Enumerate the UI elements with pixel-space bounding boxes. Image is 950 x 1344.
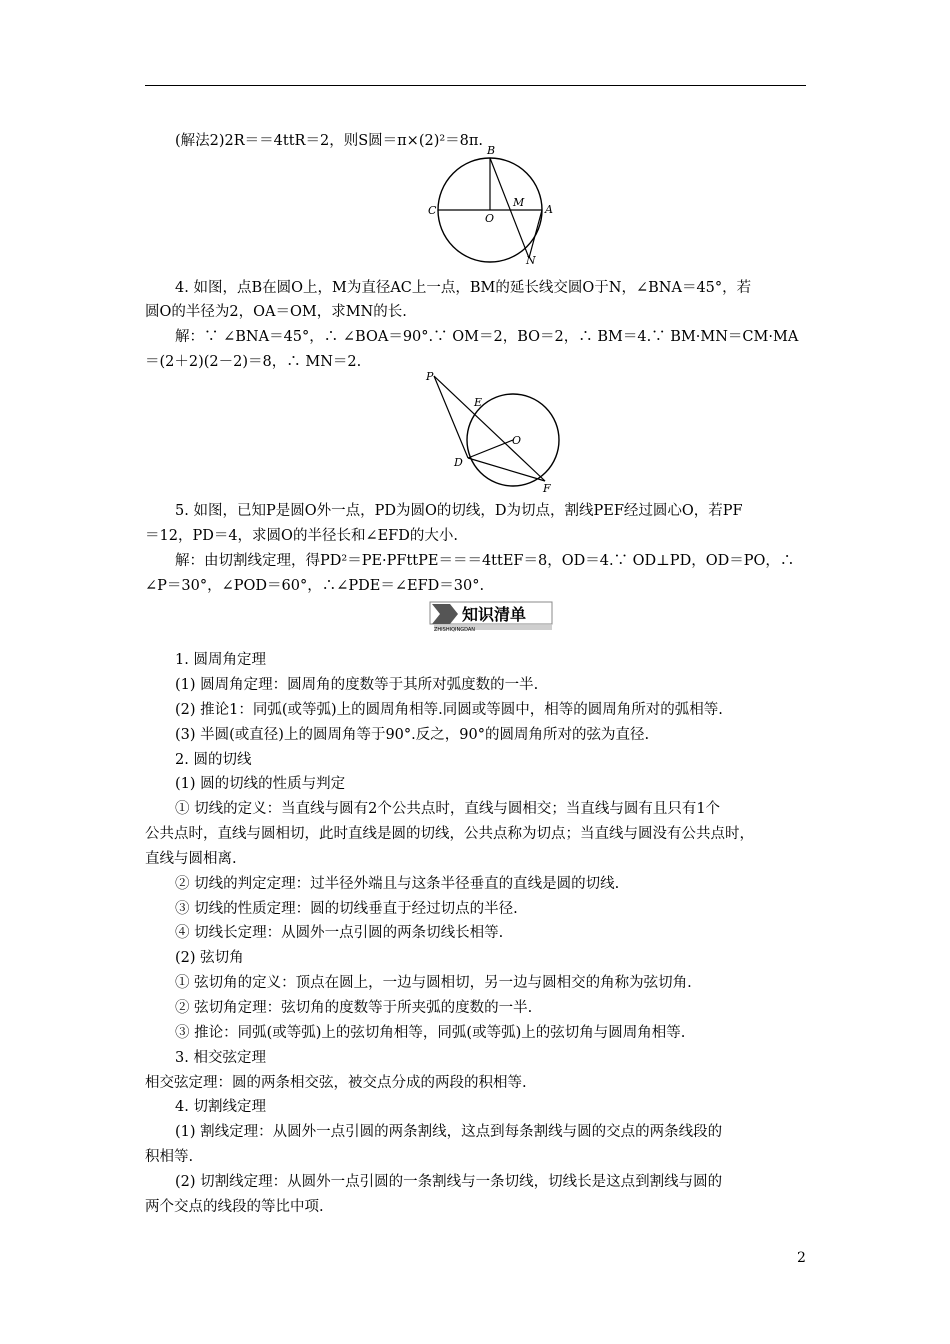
text-line: ② 切线的判定定理：过半径外端且与这条半径垂直的直线是圆的切线. [175,876,620,892]
label-p: P [426,370,434,383]
text-line: ③ 推论：同弧(或等弧)上的弦切角相等，同弧(或等弧)上的弦切角与圆周角相等. [175,1025,686,1041]
text-line: ④ 切线长定理：从圆外一点引圆的两条切线长相等. [175,925,504,941]
secant-pf [434,376,545,481]
text-line: ③ 切线的性质定理：圆的切线垂直于经过切点的半径. [175,901,518,917]
segment-an [529,210,542,258]
text-line: 4. 切割线定理 [175,1099,266,1115]
text-line: ＝(2＋2)(2－2)＝8，∴ MN＝2. [145,354,362,370]
text-line: ① 弦切角的定义：顶点在圆上，一边与圆相切，另一边与圆相交的角称为弦切角. [175,975,692,991]
label-o: O [512,434,522,447]
text-line: 相交弦定理：圆的两条相交弦，被交点分成的两段的积相等. [145,1075,527,1091]
text-line: 两个交点的线段的等比中项. [145,1199,324,1215]
label-o: O [485,212,495,225]
text-line: 解：∵ ∠BNA＝45°，∴ ∠BOA＝90°.∵ OM＝2，BO＝2，∴ BM＝4.∵ BM·MN＝CM·MA [175,329,799,345]
text-line: 2. 圆的切线 [175,752,252,768]
text-line: 解：由切割线定理，得PD²＝PE·PFttPE＝＝＝4ttEF＝8，OD＝4.∵ OD⊥PD，OD＝PO，∴ [175,553,795,569]
label-d: D [454,456,463,469]
text-line: ＝12，PD＝4，求圆O的半径长和∠EFD的大小. [145,528,458,544]
text-line: (1) 圆的切线的性质与判定 [175,776,346,792]
text-line: ∠P＝30°，∠POD＝60°，∴∠PDE＝∠EFD＝30°. [145,578,485,594]
text-line: (3) 半圆(或直径)上的圆周角等于90°.反之，90°的圆周角所对的弦为直径. [175,727,650,743]
figure-tangent-secant [422,368,562,496]
text-line: 3. 相交弦定理 [175,1050,266,1066]
text-line: (2) 切割线定理：从圆外一点引圆的一条割线与一条切线，切线长是这点到割线与圆的 [175,1174,723,1190]
label-a: A [545,203,553,216]
text-line: 1. 圆周角定理 [175,652,266,668]
label-m: M [513,196,525,209]
figure-circle-bman [425,140,565,265]
text-line: 直线与圆相离. [145,851,237,867]
tangent-pd [434,376,468,458]
text-line: ② 弦切角定理：弦切角的度数等于所夹弧的度数的一半. [175,1000,533,1016]
label-e: E [474,396,483,409]
label-n: N [526,254,536,265]
label-f: F [543,482,551,495]
header-rule [145,85,806,86]
text-line: 圆O的半径为2，OA＝OM，求MN的长. [145,304,407,320]
page-number: 2 [797,1250,806,1266]
text-line: (2) 推论1：同弧(或等弧)上的圆周角相等.同圆或等圆中，相等的圆周角所对的弧相等. [175,702,723,718]
section-banner-title: 知识清单 [462,605,527,624]
text-line: 5. 如图，已知P是圆O外一点，PD为圆O的切线，D为切点，割线PEF经过圆心O，若PF [175,503,743,519]
label-c: C [428,204,437,217]
text-line: (1) 割线定理：从圆外一点引圆的两条割线，这点到每条割线与圆的交点的两条线段的 [175,1124,723,1140]
text-line: 积相等. [145,1149,194,1165]
label-b: B [487,144,496,157]
text-line: (1) 圆周角定理：圆周角的度数等于其所对弧度数的一半. [175,677,539,693]
text-line: 4. 如图，点B在圆O上，M为直径AC上一点，BM的延长线交圆O于N，∠BNA＝45°，若 [175,280,752,296]
section-banner-subtitle: ZHISHIQINGDAN [434,627,476,632]
section-banner [428,600,556,632]
text-line: 公共点时，直线与圆相切，此时直线是圆的切线，公共点称为切点；当直线与圆没有公共点时， [145,826,754,842]
text-line: (2) 弦切角 [175,950,244,966]
text-line: ① 切线的定义：当直线与圆有2个公共点时，直线与圆相交；当直线与圆有且只有1个 [175,801,721,817]
text-line: (解法2)2R＝＝4ttR＝2，则S圆＝π×(2)²＝8π. [175,133,484,149]
radius-od [468,440,513,458]
